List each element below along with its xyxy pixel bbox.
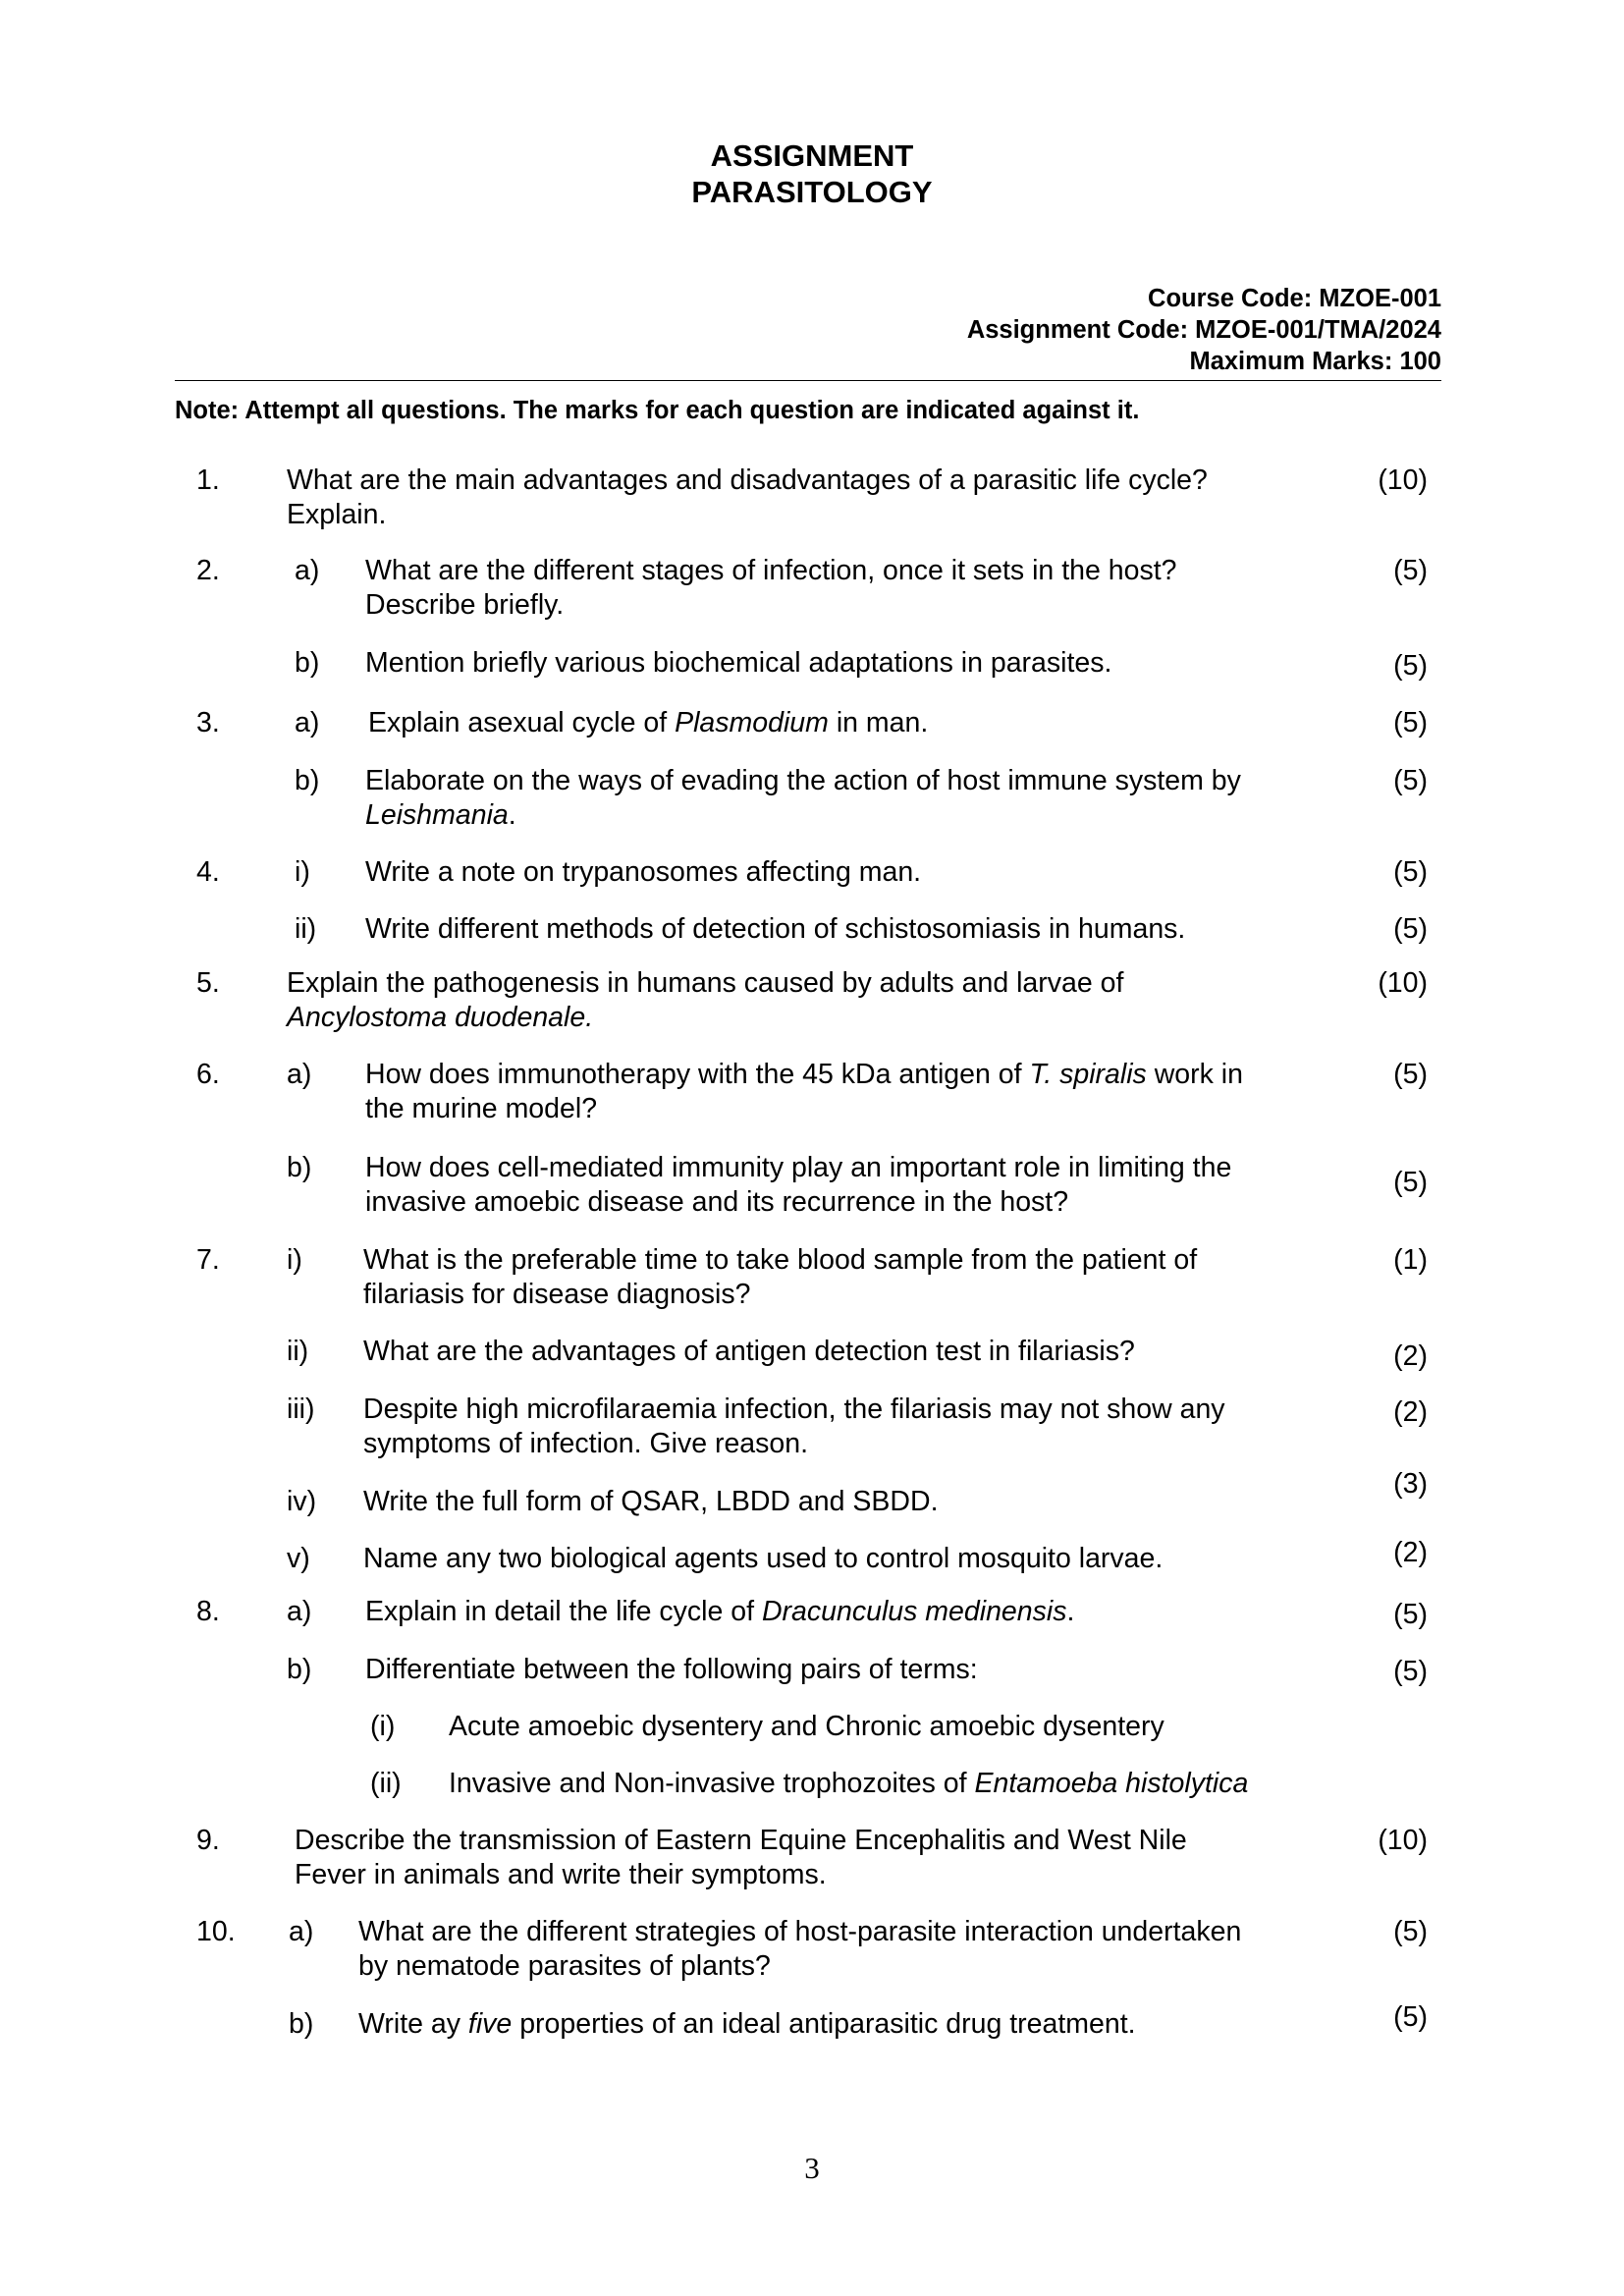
question-text: What are the different stages of infection, once it sets in the host? (365, 555, 1177, 586)
question-text: Describe briefly. (365, 589, 565, 621)
question-marks: (2) (1393, 1396, 1428, 1428)
question-text: Elaborate on the ways of evading the action of host immune system by (365, 765, 1241, 796)
question-text: Differentiate between the following pairs of terms: (365, 1654, 978, 1685)
part-label: b) (295, 647, 320, 679)
question-number: 8. (196, 1596, 220, 1627)
question-text: Describe the transmission of Eastern Equine Encephalitis and West Nile (295, 1825, 1187, 1856)
subject-title: PARASITOLOGY (691, 175, 933, 209)
course-code: Course Code: MZOE-001 (1148, 285, 1441, 312)
question-text: What is the preferable time to take blood sample from the patient of (363, 1244, 1198, 1276)
species-name: Ancylostoma duodenale. (287, 1002, 594, 1033)
part-label: a) (295, 707, 320, 738)
question-text: invasive amoebic disease and its recurrence in the host? (365, 1186, 1069, 1218)
part-label: b) (295, 765, 320, 796)
species-name: Dracunculus medinensis (761, 1596, 1067, 1627)
question-text: Name any two biological agents used to control mosquito larvae. (363, 1543, 1164, 1574)
part-label: ii) (295, 913, 317, 945)
part-label: i) (287, 1244, 302, 1276)
part-label: a) (287, 1059, 312, 1090)
question-marks: (5) (1393, 707, 1428, 738)
question-text: Invasive and Non-invasive trophozoites of Entamoeba histolytica (449, 1768, 1249, 1799)
question-number: 9. (196, 1825, 220, 1856)
assignment-code: Assignment Code: MZOE-001/TMA/2024 (966, 316, 1441, 344)
question-text: Mention briefly various biochemical adaptations in parasites. (365, 647, 1112, 679)
question-marks: (3) (1393, 1468, 1428, 1500)
question-marks: (2) (1393, 1537, 1428, 1568)
question-marks: (5) (1393, 1167, 1428, 1198)
question-text: Write different methods of detection of schistosomiasis in humans. (365, 913, 1186, 945)
question-marks: (5) (1393, 765, 1428, 796)
question-text: symptoms of infection. Give reason. (363, 1428, 809, 1459)
question-text: by nematode parasites of plants? (358, 1950, 771, 1982)
assignment-title: ASSIGNMENT (710, 138, 914, 173)
question-number: 5. (196, 967, 220, 999)
question-text: filariasis for disease diagnosis? (363, 1279, 751, 1310)
question-marks: (5) (1393, 555, 1428, 586)
question-number: 6. (196, 1059, 220, 1090)
question-number: 1. (196, 465, 220, 496)
maximum-marks: Maximum Marks: 100 (1189, 348, 1441, 375)
part-label: iv) (287, 1486, 317, 1517)
question-text: What are the different strategies of host-parasite interaction undertaken (358, 1916, 1242, 1947)
question-marks: (1) (1393, 1244, 1428, 1276)
part-label: i) (295, 856, 310, 888)
instructions-note: Note: Attempt all questions. The marks for each question are indicated against it. (175, 397, 1140, 424)
question-marks: (10) (1378, 967, 1428, 999)
question-text: How does cell-mediated immunity play an important role in limiting the (365, 1152, 1232, 1183)
question-marks: (5) (1393, 1599, 1428, 1630)
species-name: T. spiralis (1029, 1059, 1147, 1090)
question-text: Fever in animals and write their symptoms. (295, 1859, 827, 1890)
sub-part-label: (ii) (370, 1768, 402, 1799)
question-marks: (5) (1393, 1916, 1428, 1947)
part-label: iii) (287, 1394, 315, 1425)
question-text: Write the full form of QSAR, LBDD and SBDD. (363, 1486, 939, 1517)
question-marks: (5) (1393, 1059, 1428, 1090)
question-number: 10. (196, 1916, 236, 1947)
question-text: Write ay five properties of an ideal antiparasitic drug treatment. (358, 2008, 1136, 2040)
species-name: Plasmodium (675, 707, 829, 738)
question-marks: (10) (1378, 1825, 1428, 1856)
question-text: Explain. (287, 499, 387, 530)
question-text: Explain the pathogenesis in humans caused by adults and larvae of (287, 967, 1124, 999)
question-number: 4. (196, 856, 220, 888)
question-text: Explain asexual cycle of Plasmodium in man. (368, 707, 929, 738)
question-marks: (5) (1393, 650, 1428, 682)
question-text (287, 1001, 593, 1035)
page-number: 3 (804, 2151, 820, 2185)
question-text: What are the main advantages and disadvantages of a parasitic life cycle? (287, 465, 1208, 496)
question-text: Acute amoebic dysentery and Chronic amoebic dysentery (449, 1711, 1164, 1742)
part-label: a) (295, 555, 320, 586)
question-marks: (10) (1378, 465, 1428, 496)
part-label: b) (287, 1152, 312, 1183)
species-name: Entamoeba histolytica (974, 1768, 1249, 1799)
question-text: What are the advantages of antigen detection test in filariasis? (363, 1336, 1135, 1367)
question-marks: (5) (1393, 856, 1428, 888)
sub-part-label: (i) (370, 1711, 396, 1742)
question-text: Leishmania. (365, 799, 516, 831)
question-number: 7. (196, 1244, 220, 1276)
question-text: Write a note on trypanosomes affecting man. (365, 856, 922, 888)
question-text: How does immunotherapy with the 45 kDa antigen of T. spiralis work in (365, 1059, 1243, 1090)
question-text: Explain in detail the life cycle of Dracunculus medinensis. (365, 1596, 1075, 1627)
question-number: 2. (196, 555, 220, 586)
part-label: a) (287, 1596, 312, 1627)
question-marks: (5) (1393, 2001, 1428, 2033)
question-marks: (5) (1393, 1656, 1428, 1687)
question-text: Despite high microfilaraemia infection, the filariasis may not show any (363, 1394, 1225, 1425)
emphasis-word: five (467, 2008, 513, 2040)
question-marks: (2) (1393, 1340, 1428, 1372)
part-label: ii) (287, 1336, 309, 1367)
part-label: b) (289, 2008, 314, 2040)
species-name: Leishmania (365, 799, 509, 831)
header-divider (175, 380, 1441, 381)
part-label: v) (287, 1543, 310, 1574)
question-text: the murine model? (365, 1093, 598, 1124)
part-label: a) (289, 1916, 314, 1947)
question-number: 3. (196, 707, 220, 738)
part-label: b) (287, 1654, 312, 1685)
question-marks: (5) (1393, 913, 1428, 945)
